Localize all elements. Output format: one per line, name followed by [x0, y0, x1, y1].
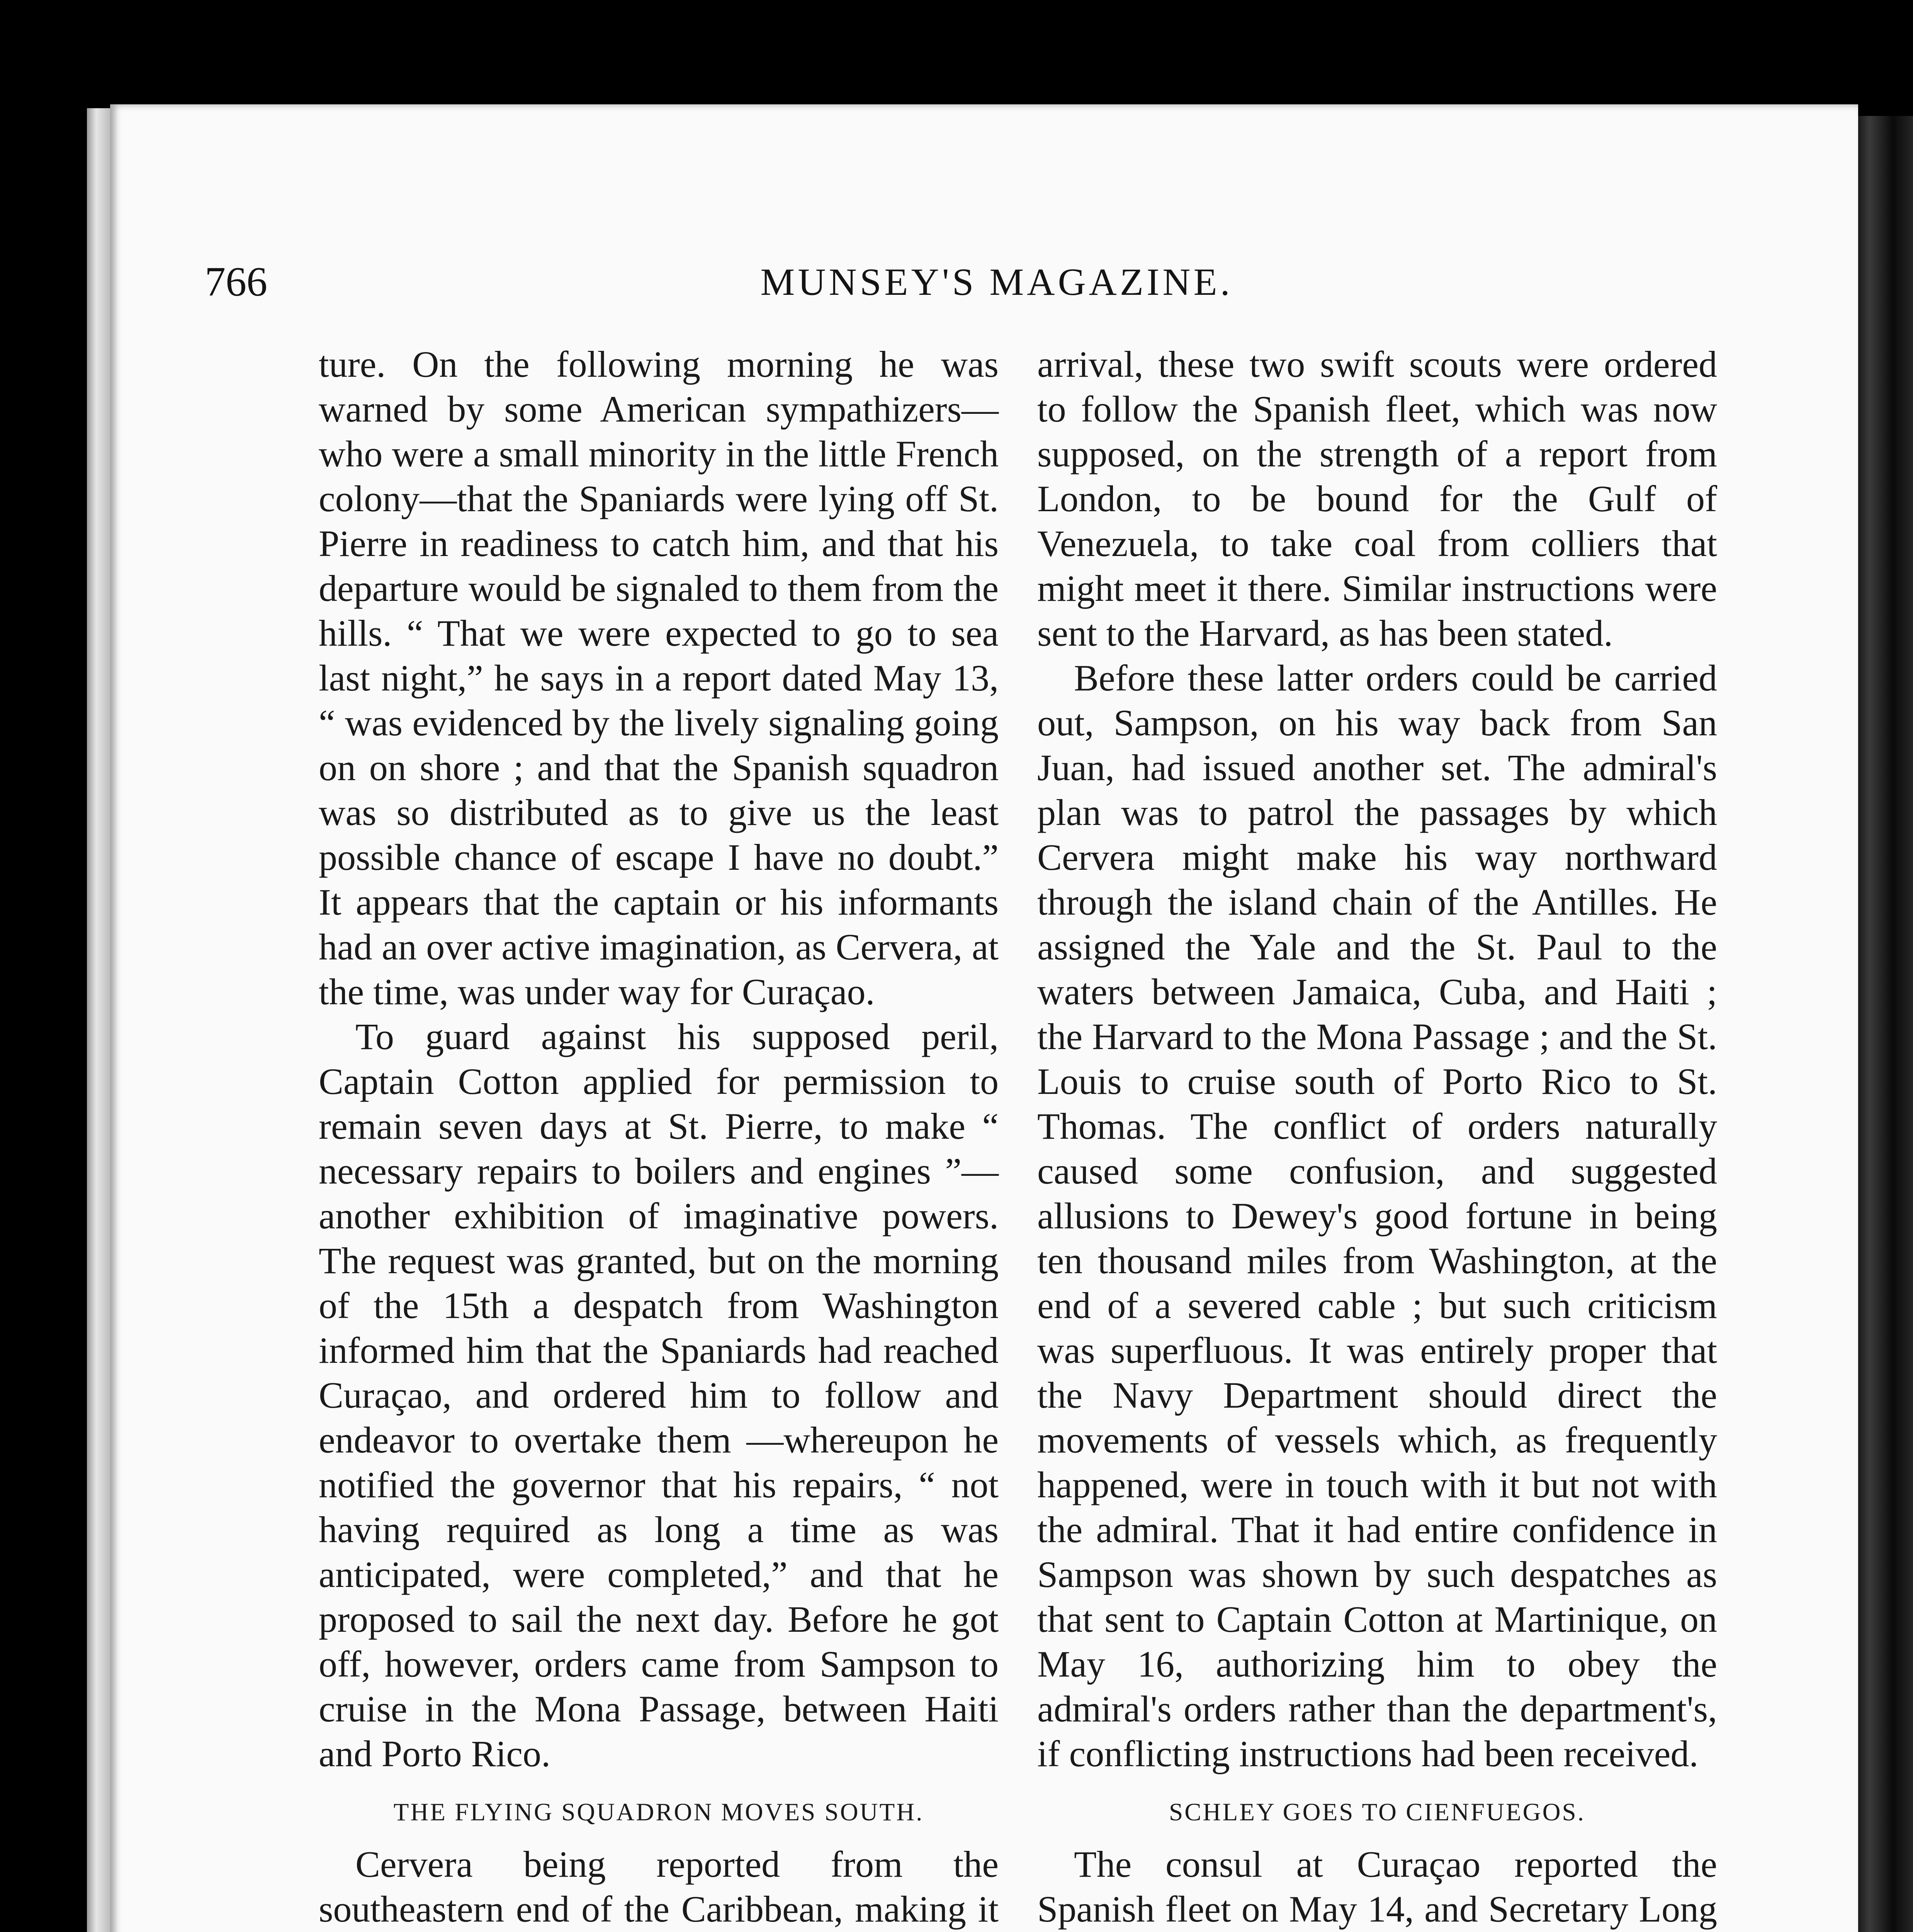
- running-head: [205, 253, 1827, 315]
- paragraph: Before these latter orders could be carried out, Sampson, on his way back from San Juan, had issued another set. The admiral's plan was to patrol the passages by which Cervera might make his way northward through the island chain of the Antilles. He assigned the Yale and the St. Paul to the waters between Jamaica, Cuba, and Haiti ; the Harvard to the Mona Passage ; and the St. Louis to cruise south of Porto Rico to St. Thomas. The conflict of orders naturally caused some confusion, and suggested allusions to Dewey's good fortune in being ten thousand miles from Washington, at the end of a severed cable ; but such criticism was superfluous. It was entirely proper that the Navy Department should direct the movements of vessels which, as frequently happened, were in touch with it but not with the admiral. That it had entire confidence in Sampson was shown by such despatches as that sent to Captain Cotton at Martinique, on May 16, authorizing him to obey the admiral's orders rather than the department's, if conflicting instructions had been received.: [1037, 657, 1717, 1774]
- next-page-edge: [1858, 116, 1913, 1932]
- paragraph: To guard against his supposed peril, Captain Cotton applied for permission to remain seven days at St. Pierre, to make “ necessary repairs to boilers and engines ”—another exhibition of imaginative powers. The request was granted, but on the morning of the 15th a despatch from Washington informed him that the Spaniards had reached Curaçao, and ordered him to follow and endeavor to overtake them —whereupon he notified the governor that his repairs, “ not having required as long a time as was anticipated, were completed,” and that he proposed to sail the next day. Before he got off, however, orders came from Sampson to cruise in the Mona Passage, between Haiti and Porto Rico.: [319, 1016, 999, 1774]
- magazine-title: MUNSEY'S MAGAZINE.: [760, 260, 1233, 303]
- page-number: 766: [205, 259, 267, 305]
- text-column-left: [319, 342, 999, 1932]
- paragraph: arrival, these two swift scouts were ordered to follow the Spanish fleet, which was now supposed, on the strength of a report from London, to be bound for the Gulf of Venezuela, to take coal from colliers that might meet it there. Similar instructions were sent to the Harvard, as has been stated.: [1037, 344, 1717, 654]
- section-heading: SCHLEY GOES TO CIENFUEGOS.: [1169, 1798, 1585, 1826]
- text-column-right: [1037, 342, 1717, 1932]
- paragraph: The consul at Curaçao reported the Spanish fleet on May 14, and Secretary Long: [1037, 1844, 1717, 1930]
- paragraph: ture. On the following morning he was warned by some American sympathizers—who were a small minority in the little French colony—that the Spaniards were lying off St. Pierre in readiness to catch him, and that his departure would be signaled to them from the hills. “ That we were expected to go to sea last night,” he says in a report dated May 13, “ was evidenced by the lively signaling going on on shore ; and that the Spanish squadron was so distributed as to give us the least possible chance of escape I have no doubt.” It appears that the captain or his informants had an over active imagination, as Cervera, at the time, was under way for Curaçao.: [319, 344, 999, 1012]
- section-heading: THE FLYING SQUADRON MOVES SOUTH.: [393, 1798, 924, 1826]
- book-spine-edge: [87, 108, 110, 1932]
- paragraph: Cervera being reported from the southeastern end of the Caribbean, making it: [319, 1844, 999, 1930]
